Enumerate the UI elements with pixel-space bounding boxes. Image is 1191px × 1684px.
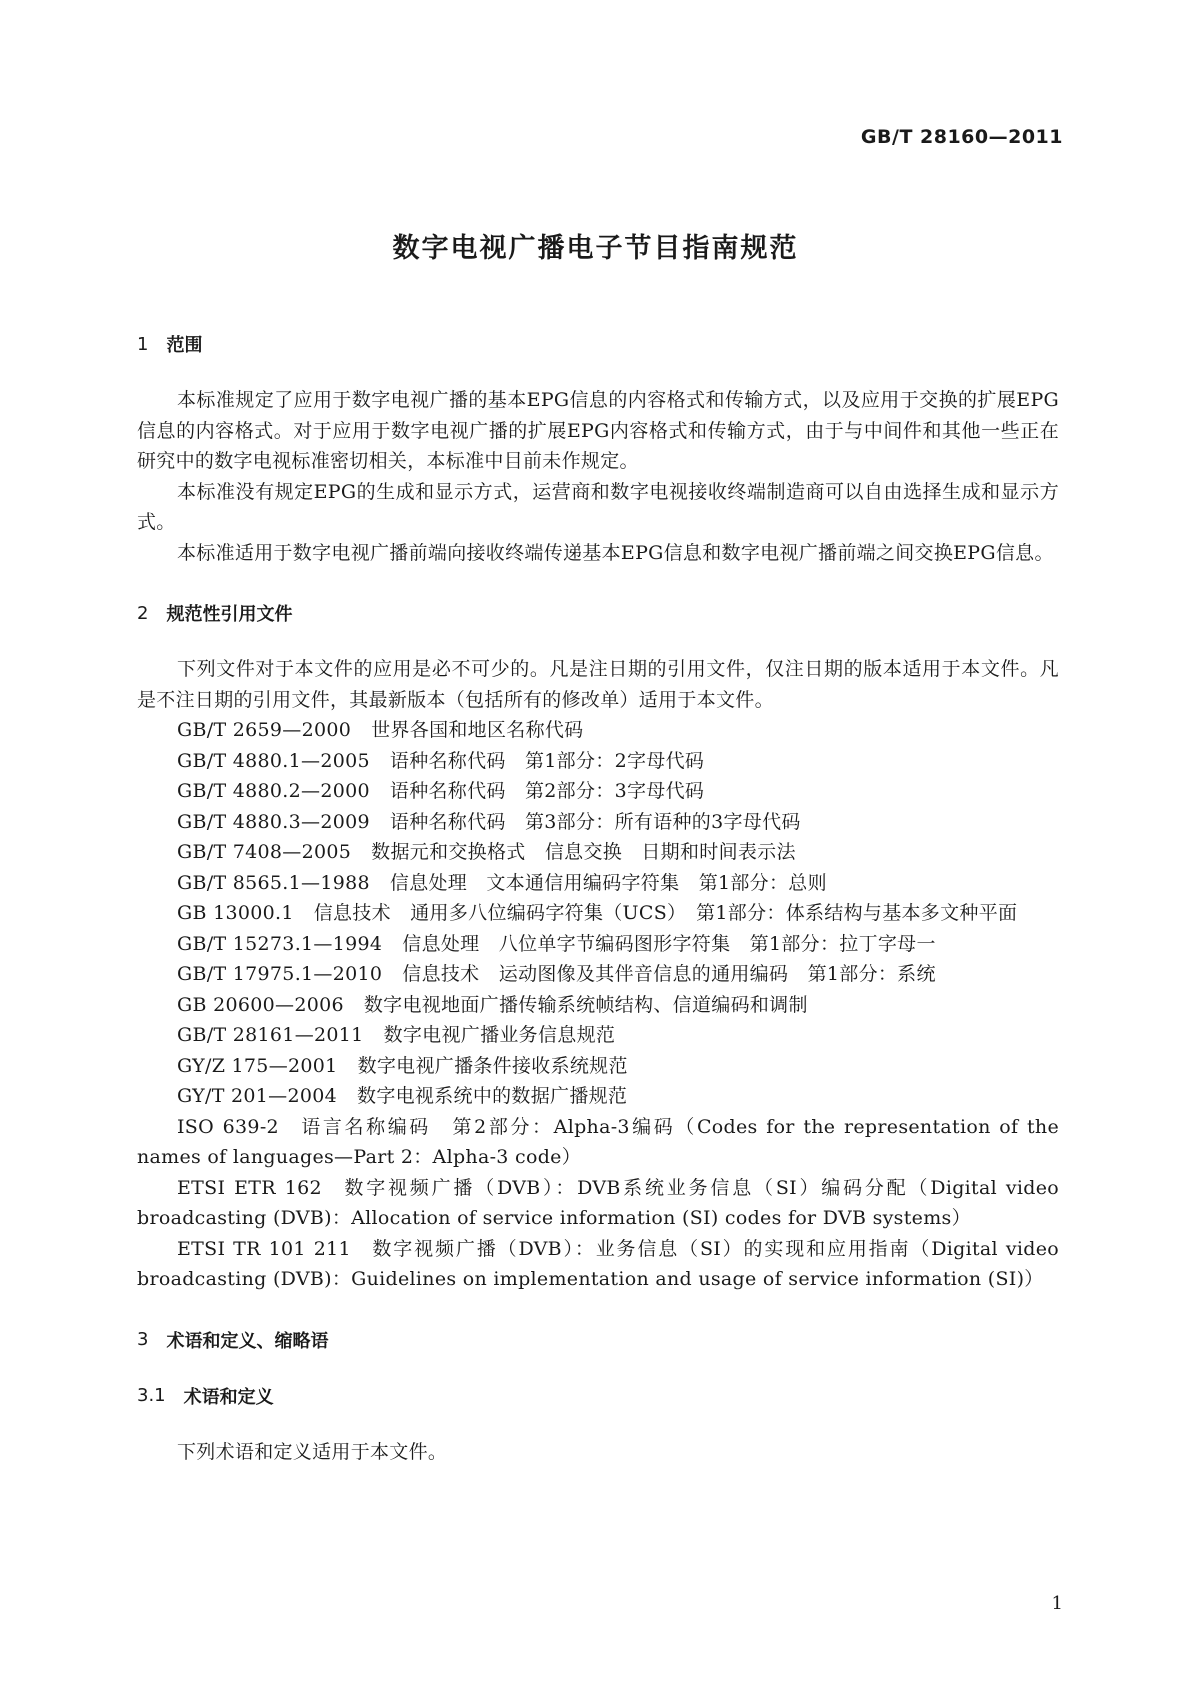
reference-title: 信息处理 文本通信用编码字符集 第1部分：总则 — [389, 871, 827, 894]
section-number: 3.1 — [137, 1385, 166, 1406]
reference-item — [137, 837, 1059, 868]
subsection-heading-terms-and-definitions — [137, 1381, 1059, 1411]
reference-code: ETSI ETR 162 — [177, 1176, 322, 1199]
document-title: 数字电视广播电子节目指南规范 — [392, 233, 799, 264]
reference-code: ETSI TR 101 211 — [177, 1237, 351, 1260]
reference-title: 数字视频广播（DVB）：DVB系统业务信息（SI）编码分配（Digital video broadcasting (DVB)：Allocation of service information (SI) codes for DVB systems） — [137, 1176, 1059, 1229]
reference-code: GB 20600—2006 — [177, 993, 344, 1016]
section-heading-normative-references — [137, 598, 1059, 628]
reference-item — [137, 1081, 1059, 1112]
reference-item — [137, 1112, 1059, 1173]
section-number: 3 — [137, 1329, 149, 1350]
section-title: 术语和定义 — [183, 1386, 274, 1408]
reference-code: GB/T 4880.1—2005 — [177, 749, 370, 772]
reference-code: GB/T 28161—2011 — [177, 1024, 364, 1046]
page-number: 1 — [1051, 1593, 1063, 1614]
reference-title: 信息技术 通用多八位编码字符集（UCS） 第1部分：体系结构与基本多文种平面 — [313, 902, 1018, 924]
reference-title: 数字电视广播条件接收系统规范 — [357, 1054, 628, 1077]
reference-item — [137, 807, 1059, 838]
section-title: 术语和定义、缩略语 — [166, 1330, 329, 1352]
reference-title: 语种名称代码 第1部分：2字母代码 — [389, 749, 705, 772]
section-number: 2 — [137, 602, 149, 624]
reference-code: GB/T 4880.2—2000 — [177, 780, 370, 802]
section-title: 范围 — [166, 335, 203, 356]
reference-title: 语言名称编码 第2部分：Alpha-3编码（Codes for the representation of the names of languages—Part 2：Alpha-3 code） — [137, 1115, 1059, 1168]
reference-item — [137, 1173, 1059, 1234]
reference-code: GB 13000.1 — [177, 902, 294, 924]
reference-item — [137, 868, 1059, 899]
reference-item — [137, 1234, 1059, 1295]
reference-code: GY/T 201—2004 — [177, 1085, 338, 1107]
reference-code: GB/T 8565.1—1988 — [177, 871, 370, 894]
reference-item — [137, 1020, 1059, 1051]
reference-title: 信息处理 八位单字节编码图形字符集 第1部分：拉丁字母一 — [402, 932, 936, 955]
reference-title: 数字电视系统中的数据广播规范 — [357, 1085, 628, 1107]
section-heading-terms-and-abbreviations — [137, 1325, 1059, 1355]
reference-code: GB/T 17975.1—2010 — [177, 963, 383, 985]
reference-title: 语种名称代码 第2部分：3字母代码 — [389, 780, 705, 802]
reference-title: 世界各国和地区名称代码 — [371, 719, 584, 741]
reference-code: ISO 639-2 — [177, 1115, 279, 1138]
reference-item — [137, 898, 1059, 929]
scope-paragraph: 本标准规定了应用于数字电视广播的基本EPG信息的内容格式和传输方式，以及应用于交换的扩展EPG信息的内容格式。对于应用于数字电视广播的扩展EPG内容格式和传输方式，由于与中间件和其他一些正在研究中的数字电视标准密切相关，本标准中目前未作规定。 — [137, 389, 1059, 472]
terms-intro: 下列术语和定义适用于本文件。 — [177, 1440, 448, 1463]
reference-code: GB/T 4880.3—2009 — [177, 810, 370, 833]
reference-title: 数据元和交换格式 信息交换 日期和时间表示法 — [371, 841, 796, 863]
scope-paragraph: 本标准没有规定EPG的生成和显示方式，运营商和数字电视接收终端制造商可以自由选择生成和显示方式。 — [137, 480, 1059, 533]
reference-title: 数字电视广播业务信息规范 — [383, 1024, 616, 1046]
reference-list — [137, 715, 1059, 1295]
document-body — [137, 329, 1059, 1467]
reference-title: 语种名称代码 第3部分：所有语种的3字母代码 — [389, 810, 801, 833]
reference-code: GB/T 2659—2000 — [177, 719, 352, 741]
reference-item — [137, 715, 1059, 746]
section-title: 规范性引用文件 — [166, 604, 293, 625]
reference-title: 信息技术 运动图像及其伴音信息的通用编码 第1部分：系统 — [402, 963, 936, 985]
reference-code: GB/T 7408—2005 — [177, 841, 352, 863]
scope-paragraph: 本标准适用于数字电视广播前端向接收终端传递基本EPG信息和数字电视广播前端之间交换EPG信息。 — [177, 541, 1054, 564]
section-number: 1 — [137, 333, 149, 355]
references-intro: 下列文件对于本文件的应用是必不可少的。凡是注日期的引用文件，仅注日期的版本适用于本文件。凡是不注日期的引用文件，其最新版本（包括所有的修改单）适用于本文件。 — [137, 658, 1059, 711]
reference-code: GB/T 15273.1—1994 — [177, 932, 383, 955]
reference-title: 数字视频广播（DVB）：业务信息（SI）的实现和应用指南（Digital video broadcasting (DVB)：Guidelines on implementation and usage of service information (SI)） — [137, 1237, 1059, 1290]
reference-item — [137, 1051, 1059, 1082]
reference-code: GY/Z 175—2001 — [177, 1054, 338, 1077]
reference-title: 数字电视地面广播传输系统帧结构、信道编码和调制 — [363, 993, 808, 1016]
reference-item — [137, 990, 1059, 1021]
reference-item — [137, 959, 1059, 990]
section-heading-scope — [137, 329, 1059, 359]
reference-item — [137, 776, 1059, 807]
reference-item — [137, 929, 1059, 960]
reference-item — [137, 746, 1059, 777]
standard-code: GB/T 28160—2011 — [860, 126, 1063, 148]
